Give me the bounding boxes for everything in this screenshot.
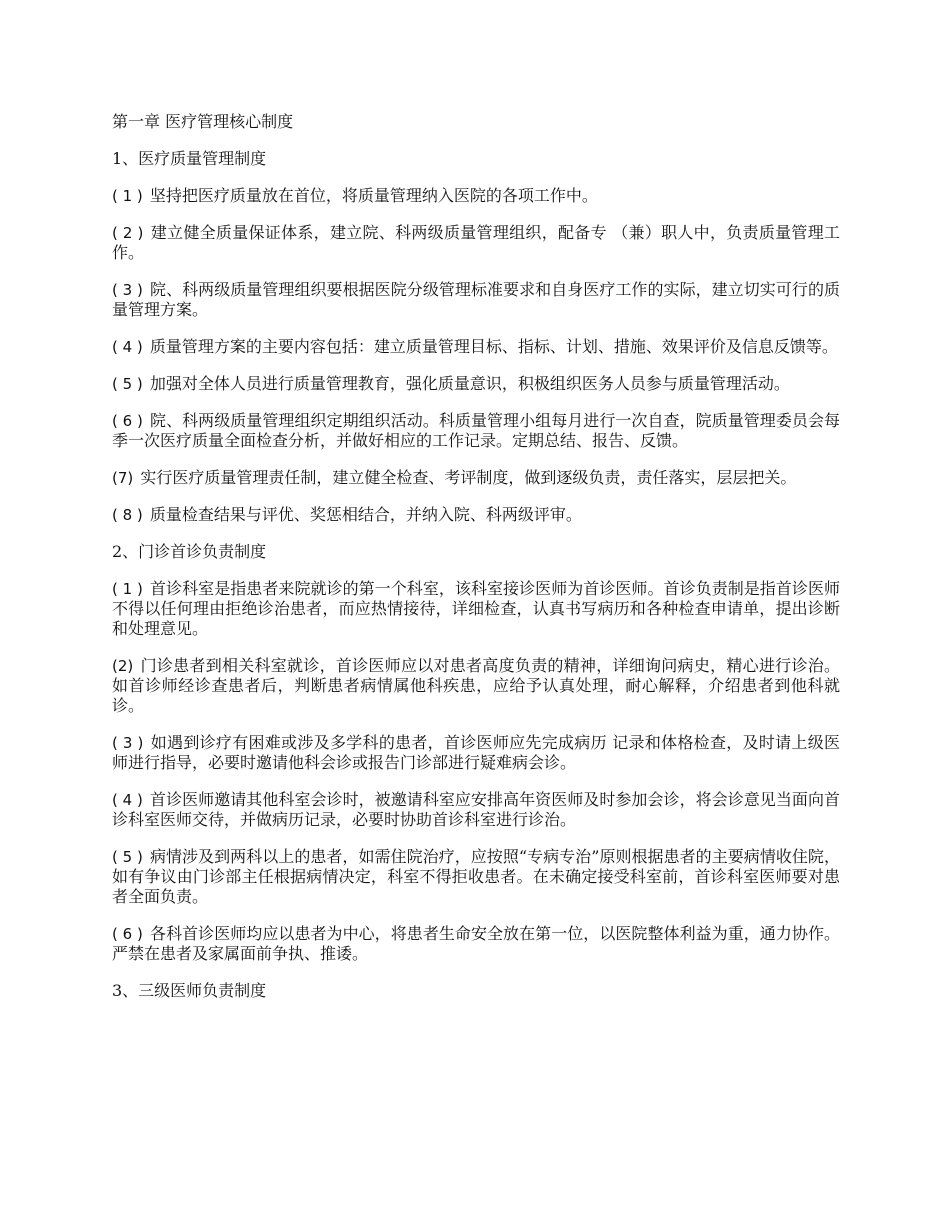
item-number: ( 3 ): [112, 734, 144, 752]
list-item: [112, 337, 840, 357]
item-number: ( 8 ): [112, 506, 143, 524]
section-heading: 3、三级医师负责制度: [112, 981, 267, 1000]
section-heading: 1、医疗质量管理制度: [112, 149, 267, 168]
list-item: [112, 790, 840, 830]
document-page: [112, 112, 840, 1018]
item-text: 院、科两级质量管理组织定期组织活动。科质量管理小组每月进行一次自查，院质量管理委员会每季一次医疗质量全面检查分析，并做好相应的工作记录。定期总结、报告、反馈。: [112, 411, 840, 450]
list-item: [112, 656, 840, 716]
item-number: ( 1 ): [112, 580, 143, 598]
list-item: [112, 733, 840, 773]
item-number: ( 4 ): [112, 338, 143, 356]
item-number: ( 6 ): [112, 412, 143, 430]
item-text: 门诊患者到相关科室就诊，首诊医师应以对患者高度负责的精神，详细询问病史，精心进行诊治。如首诊师经诊查患者后，判断患者病情属他科疾患，应给予认真处理，耐心解释，介绍患者到他科就诊。: [112, 656, 840, 715]
list-item: [112, 411, 840, 451]
item-text: 院、科两级质量管理组织要根据医院分级管理标准要求和自身医疗工作的实际，建立切实可行的质量管理方案。: [112, 280, 840, 319]
list-item: [112, 374, 840, 394]
list-item: [112, 505, 840, 525]
item-text: 实行医疗质量管理责任制，建立健全检查、考评制度，做到逐级负责，责任落实，层层把关。: [140, 468, 797, 487]
item-text: 如遇到诊疗有困难或涉及多学科的患者，首诊医师应先完成病历 记录和体格检查，及时请上级医师进行指导，必要时邀请他科会诊或报告门诊部进行疑难病会诊。: [112, 733, 841, 772]
item-number: ( 3 ): [112, 281, 143, 299]
list-item: [112, 468, 840, 488]
chapter-title: 第一章 医疗管理核心制度: [112, 112, 294, 131]
item-text: 各科首诊医师均应以患者为中心，将患者生命安全放在第一位，以医院整体利益为重，通力协作。严禁在患者及家属面前争执、推诿。: [112, 924, 840, 963]
item-text: 首诊医师邀请其他科室会诊时，被邀请科室应安排高年资医师及时参加会诊，将会诊意见当面向首诊科室医师交待，并做病历记录，必要时协助首诊科室进行诊治。: [112, 790, 840, 829]
item-number: ( 1 ): [112, 187, 143, 205]
list-item: [112, 579, 840, 639]
item-number: (2): [112, 657, 134, 675]
item-text: 建立健全质量保证体系，建立院、科两级质量管理组织，配备专 （兼）职人中，负责质量管理工作。: [112, 223, 841, 262]
item-text: 质量检查结果与评优、奖惩相结合，并纳入院、科两级评审。: [149, 505, 582, 524]
list-item: [112, 280, 840, 320]
item-text: 质量管理方案的主要内容包括：建立质量管理目标、指标、计划、措施、效果评价及信息反馈等。: [149, 337, 838, 356]
item-text: 加强对全体人员进行质量管理教育，强化质量意识，积极组织医务人员参与质量管理活动。: [149, 374, 790, 393]
item-number: ( 5 ): [112, 848, 143, 866]
item-text: 坚持把医疗质量放在首位，将质量管理纳入医院的各项工作中。: [149, 186, 598, 205]
item-number: (7): [112, 469, 134, 487]
item-number: ( 6 ): [112, 925, 143, 943]
item-text: 病情涉及到两科以上的患者，如需住院治疗，应按照“专病专治”原则根据患者的主要病情收住院，如有争议由门诊部主任根据病情决定，科室不得拒收患者。在未确定接受科室前，首诊科室医师要对患者全面负责。: [112, 847, 840, 906]
list-item: [112, 223, 840, 263]
list-item: [112, 186, 840, 206]
item-number: ( 2 ): [112, 224, 144, 242]
list-item: [112, 847, 840, 907]
item-number: ( 4 ): [112, 791, 143, 809]
item-number: ( 5 ): [112, 375, 143, 393]
list-item: [112, 924, 840, 964]
section-heading: 2、门诊首诊负责制度: [112, 542, 267, 561]
item-text: 首诊科室是指患者来院就诊的第一个科室，该科室接诊医师为首诊医师。首诊负责制是指首诊医师不得以任何理由拒绝诊治患者，而应热情接待，详细检查，认真书写病历和各种检查申请单，提出诊断和处理意见。: [112, 579, 840, 638]
